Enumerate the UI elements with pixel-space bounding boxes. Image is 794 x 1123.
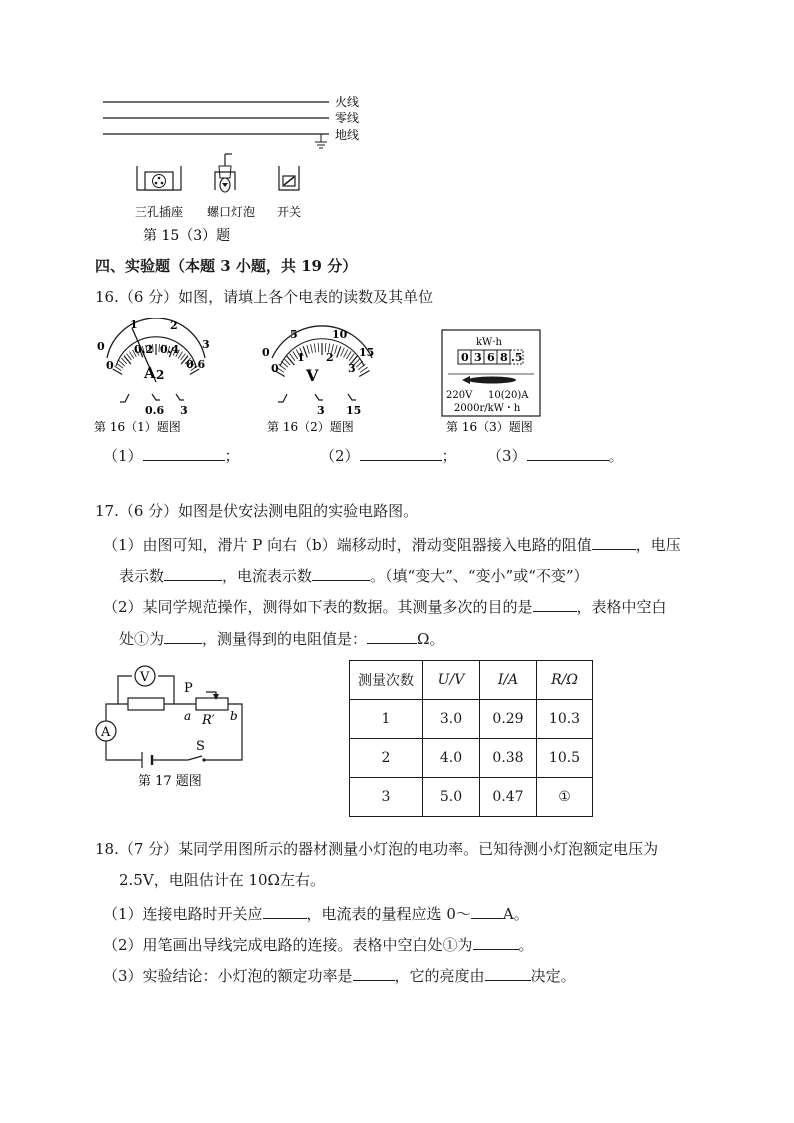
q17-p1-text-d: ，电流表示数	[222, 567, 313, 585]
bulb-label: 螺口灯泡	[207, 205, 256, 219]
q16-answer-2-end: ；	[441, 447, 457, 465]
q17-p1-text-c: 表示数	[119, 567, 165, 585]
meter-digit-2: 3	[474, 351, 482, 364]
ammeter-symbol-icon	[96, 721, 116, 741]
meter-unit: kW·h	[476, 337, 502, 348]
voltmeter-dial	[262, 318, 390, 436]
table-row	[350, 739, 593, 778]
wire-neutral-label: 零线	[335, 111, 360, 125]
q17-circuit-figure	[92, 656, 252, 792]
q17-blank-resistance[interactable]	[592, 535, 636, 550]
three-pin-socket-icon	[137, 166, 181, 190]
energy-meter-caption: 第 16（3）题图	[446, 420, 533, 434]
q18-stem-line1: 18.（7 分）某同学用图所示的器材测量小灯泡的电功率。已知待测小灯泡额定电压为	[95, 840, 659, 858]
scale-tick	[358, 364, 365, 370]
scale-tick	[314, 344, 315, 353]
table-cell: 3	[350, 778, 423, 817]
scale-tick	[337, 346, 341, 357]
scale-tick	[335, 345, 337, 354]
amm-bottom-04: 0.4	[160, 343, 180, 356]
table-cell: 3.0	[423, 700, 480, 739]
q16-blank-1[interactable]	[143, 446, 225, 461]
voltmeter-symbol-icon	[135, 666, 155, 686]
table-row	[350, 778, 593, 817]
q17-stem: 17.（6 分）如图是伏安法测电阻的实验电路图。	[95, 502, 419, 520]
q17-p1-text-a: （1）由图可知，滑片 P 向右（b）端移动时，滑动变阻器接入电路的阻值	[103, 536, 592, 554]
fixed-resistor-icon	[128, 698, 164, 710]
meter-constant: 2000r/kW・h	[454, 403, 521, 414]
amm-top-3: 3	[202, 338, 210, 351]
table-cell: 5.0	[423, 778, 480, 817]
q16-answer-1-label: （1）	[103, 447, 143, 465]
ammeter-caption: 第 16（1）题图	[94, 420, 181, 434]
amm-top-2: 2	[170, 319, 178, 332]
ammeter-dial	[92, 318, 220, 436]
q18-blank-brightness[interactable]	[485, 966, 531, 981]
ammeter-subscript: 2	[156, 368, 165, 382]
volt-top-5: 5	[290, 328, 298, 341]
scale-tick	[287, 356, 295, 365]
meter-digit-3: 6	[487, 351, 495, 364]
circuit-wires	[106, 676, 242, 760]
circuit-slider-label: P	[184, 681, 193, 696]
q17-p1-text-b: ，电压	[635, 536, 681, 554]
circuit-ammeter-letter: A	[101, 725, 111, 740]
q18-p3-text-c: 决定。	[530, 967, 576, 985]
switch-label: 开关	[277, 205, 302, 219]
volt-top-10: 10	[332, 328, 348, 341]
amm-bottom-0: 0	[106, 359, 114, 372]
wire-ground-label: 地线	[335, 128, 360, 142]
voltammeter-circuit-diagram	[92, 656, 252, 792]
table-header-row	[350, 661, 593, 700]
switch-symbol-icon	[188, 756, 206, 762]
q17-p1-text-e: 。（填“变大”、“变小”或“不变”）	[370, 567, 589, 585]
table-row	[350, 700, 593, 739]
volt-bottom-0: 0	[271, 362, 279, 375]
scale-tick	[117, 363, 123, 368]
scale-tick	[311, 344, 313, 353]
battery-icon	[142, 752, 152, 768]
q16-blank-3[interactable]	[527, 446, 609, 461]
table-header-count: 测量次数	[350, 661, 423, 700]
q17-p2-text-d: ，测量得到的电阻值是：	[202, 630, 368, 648]
socket-label: 三孔插座	[135, 205, 184, 219]
q17-part2-line1	[103, 597, 667, 615]
q17-data-table	[349, 660, 593, 817]
q17-p2-text-b: ，表格中空白	[576, 598, 667, 616]
volt-terminal-15: 15	[346, 404, 362, 417]
volt-bottom-3: 3	[348, 362, 356, 375]
scale-tick	[307, 345, 309, 354]
ammeter-letter: A	[144, 364, 156, 382]
amm-terminal-06: 0.6	[145, 404, 165, 417]
voltmeter-caption: 第 16（2）题图	[267, 420, 354, 434]
table-cell: ①	[537, 778, 593, 817]
q17-blank-circle1[interactable]	[164, 629, 202, 644]
household-wiring-diagram	[95, 88, 375, 248]
q16-energy-meter-figure	[440, 328, 550, 436]
table-cell: 10.3	[537, 700, 593, 739]
table-cell: 1	[350, 700, 423, 739]
q16-answer-3-end: 。	[608, 447, 624, 465]
q17-part1-line2	[119, 566, 589, 584]
meter-rating-voltage: 220V	[446, 390, 473, 401]
q17-blank-purpose[interactable]	[533, 597, 577, 612]
q16-answer-1-end: ；	[224, 447, 240, 465]
volt-top-0: 0	[262, 346, 270, 359]
circuit-switch-label: S	[196, 739, 205, 754]
energy-meter	[440, 328, 550, 436]
circuit-end-a: a	[184, 709, 192, 723]
q17-blank-resistance-value[interactable]	[367, 629, 417, 644]
meter-decimal: .5	[511, 351, 523, 364]
circuit-voltmeter-letter: V	[140, 670, 150, 685]
q17-p2-text-c: 处①为	[119, 630, 165, 648]
volt-top-15: 15	[359, 346, 375, 359]
scale-tick	[344, 349, 348, 357]
q16-answer-3	[487, 446, 624, 464]
table-header-current: I/A	[480, 661, 537, 700]
table-cell: 0.47	[480, 778, 537, 817]
amm-top-1: 1	[130, 318, 138, 331]
table-header-voltage: U/V	[423, 661, 480, 700]
figure-15-caption: 第 15（3）题	[143, 228, 231, 244]
q16-answer-3-label: （3）	[487, 447, 527, 465]
amm-bottom-06: 0.6	[186, 358, 206, 371]
volt-terminal-3: 3	[317, 404, 325, 417]
meter-rating-current: 10(20)A	[488, 390, 529, 401]
ground-symbol-icon	[315, 134, 327, 148]
q18-p1-text-b: ，电流表的量程应选 0～	[306, 905, 471, 923]
q17-blank-current[interactable]	[312, 566, 370, 581]
q18-p2-text-b: 。	[518, 936, 534, 954]
voltmeter-terminals	[278, 394, 356, 402]
q16-voltmeter-figure	[262, 318, 390, 436]
q18-part2	[103, 935, 534, 953]
scale-tick	[341, 348, 345, 356]
amm-top-0: 0	[97, 340, 105, 353]
q16-answer-2-label: （2）	[320, 447, 360, 465]
rheostat-icon	[196, 698, 228, 710]
voltmeter-letter: V	[306, 366, 319, 385]
screw-bulb-icon	[215, 154, 235, 192]
scale-tick	[318, 343, 319, 352]
q16-answer-2	[320, 446, 457, 464]
q16-ammeter-figure	[92, 318, 220, 436]
table-cell: 0.38	[480, 739, 537, 778]
table-cell: 2	[350, 739, 423, 778]
q18-blank-range[interactable]	[471, 904, 503, 919]
scale-tick	[119, 361, 125, 366]
wire-live-label: 火线	[335, 95, 360, 109]
table-cell: 0.29	[480, 700, 537, 739]
circuit-rheostat-label: R′	[202, 713, 215, 728]
amm-bottom-02: 0.2	[134, 343, 154, 356]
amm-terminal-3: 3	[180, 404, 188, 417]
table-cell: 10.5	[537, 739, 593, 778]
q18-p1-text-c: A。	[502, 905, 529, 923]
q18-p3-text-a: （3）实验结论：小灯泡的额定功率是	[103, 967, 353, 985]
q16-blank-2[interactable]	[360, 446, 442, 461]
scale-tick	[115, 366, 122, 370]
scale-tick	[279, 364, 286, 370]
meter-digit-4: 8	[500, 351, 508, 364]
q17-p2-text-e: Ω。	[417, 630, 445, 648]
scale-tick	[346, 351, 351, 359]
q18-part1	[103, 904, 529, 922]
q18-blank-circle1[interactable]	[473, 935, 519, 950]
meter-digit-1: 0	[461, 351, 469, 364]
scale-tick	[124, 356, 131, 364]
table-header-resistance: R/Ω	[537, 661, 593, 700]
volt-bottom-2: 2	[326, 351, 334, 364]
figure-15-3	[95, 88, 375, 248]
circuit-end-b: b	[230, 709, 238, 723]
q18-part3	[103, 966, 576, 984]
volt-bottom-1: 1	[297, 351, 305, 364]
table-cell: 4.0	[423, 739, 480, 778]
q17-part1-line1	[103, 535, 681, 553]
q18-blank-rated-power[interactable]	[353, 966, 395, 981]
wall-switch-icon	[279, 166, 299, 190]
section-4-heading: 四、实验题（本题 3 小题，共 19 分）	[95, 257, 358, 275]
q16-answer-1	[103, 446, 240, 464]
ammeter-terminals	[120, 394, 184, 402]
q18-stem-line2: 2.5V，电阻估计在 10Ω左右。	[119, 871, 325, 889]
scale-tick	[360, 367, 367, 372]
q18-blank-switch-state[interactable]	[263, 904, 307, 919]
q18-p1-text-a: （1）连接电路时开关应	[103, 905, 263, 923]
q17-blank-voltage[interactable]	[164, 566, 222, 581]
q16-stem: 16.（6 分）如图，请填上各个电表的读数及其单位	[95, 288, 434, 306]
circuit-caption: 第 17 题图	[138, 774, 202, 789]
q18-p2-text-a: （2）用笔画出导线完成电路的连接。表格中空白处①为	[103, 936, 473, 954]
q17-part2-line2	[119, 629, 444, 647]
q17-p2-text-a: （2）某同学规范操作，测得如下表的数据。其测量多次的目的是	[103, 598, 533, 616]
q18-p3-text-b: ，它的亮度由	[394, 967, 485, 985]
